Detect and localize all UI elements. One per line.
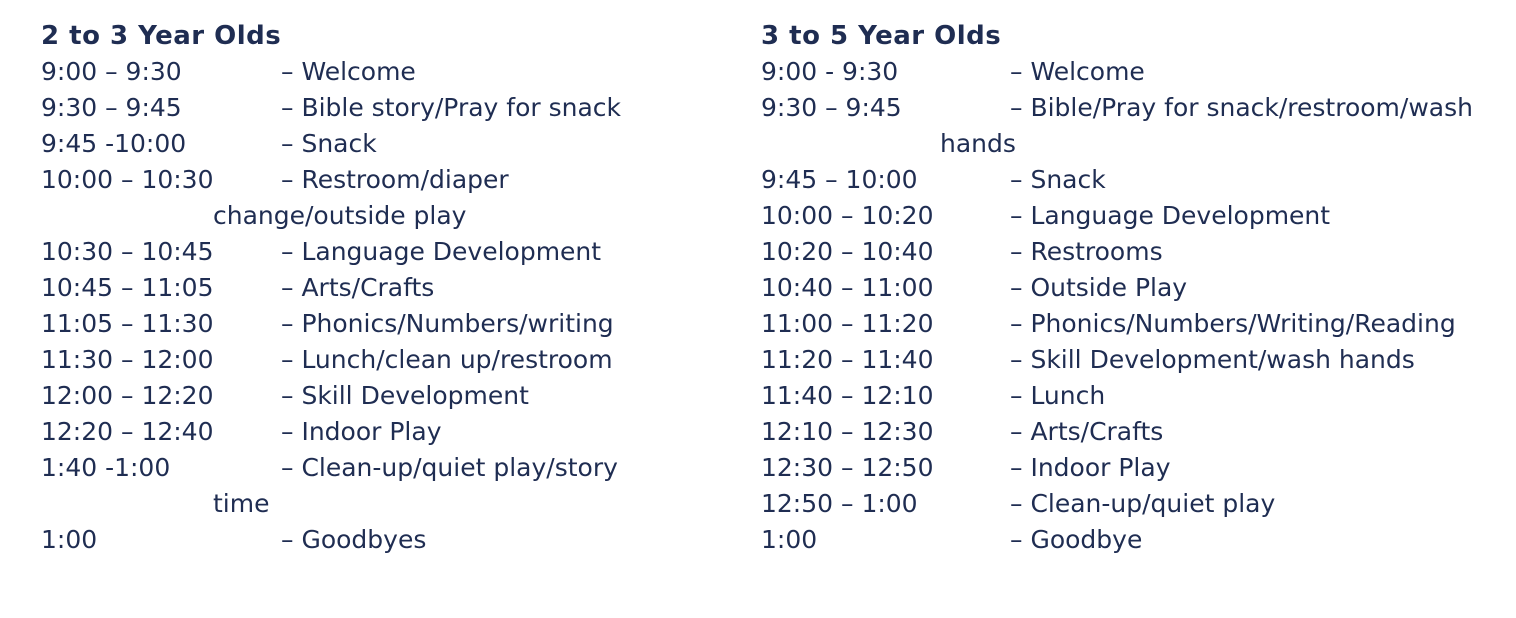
schedule-activity: – Phonics/Numbers/writing — [281, 309, 614, 338]
schedule-time: 9:00 - 9:30 — [761, 57, 899, 86]
schedule-row — [761, 54, 1511, 90]
schedule-row — [761, 342, 1511, 378]
schedule-activity: – Welcome — [1010, 57, 1145, 86]
schedule-activity: – Skill Development — [281, 381, 529, 410]
schedule-activity: – Outside Play — [1010, 273, 1188, 302]
schedule-activity: – Bible/Pray for snack/restroom/wash — [1010, 93, 1473, 122]
column-title: 2 to 3 Year Olds — [41, 21, 282, 51]
schedule-activity: – Clean-up/quiet play — [1010, 489, 1276, 518]
schedule-time: 11:20 – 11:40 — [761, 345, 934, 374]
schedule-row — [761, 486, 1511, 522]
schedule-activity: – Goodbye — [1010, 525, 1143, 554]
schedule-activity-continuation: hands — [940, 129, 1016, 158]
schedule-row — [41, 306, 721, 342]
schedule-activity: – Language Development — [1010, 201, 1331, 230]
schedule-time: 10:00 – 10:20 — [761, 201, 934, 230]
schedule-row — [761, 450, 1511, 486]
schedule-activity: – Arts/Crafts — [1010, 417, 1164, 446]
schedule-row — [41, 54, 721, 90]
schedule-activity: – Arts/Crafts — [281, 273, 435, 302]
schedule-activity: – Indoor Play — [1010, 453, 1171, 482]
schedule-row — [41, 234, 721, 270]
schedule-activity-continuation: change/outside play — [213, 201, 467, 230]
schedule-activity: – Language Development — [281, 237, 602, 266]
schedule-column-2-to-3 — [41, 18, 721, 558]
schedule-row — [41, 126, 721, 162]
schedule-row — [41, 414, 721, 450]
schedule-activity: – Lunch — [1010, 381, 1106, 410]
schedule-row — [41, 162, 721, 234]
schedule-row — [41, 450, 721, 522]
schedule-column-3-to-5 — [761, 18, 1511, 558]
schedule-activity: – Skill Development/wash hands — [1010, 345, 1415, 374]
schedule-time: 9:45 -10:00 — [41, 129, 187, 158]
schedule-activity-continuation: time — [213, 489, 270, 518]
schedule-activity: – Clean-up/quiet play/story — [281, 453, 618, 482]
schedule-time: 10:00 – 10:30 — [41, 165, 214, 194]
schedule-activity: – Bible story/Pray for snack — [281, 93, 622, 122]
schedule-row — [41, 270, 721, 306]
column-title: 3 to 5 Year Olds — [761, 21, 1002, 51]
schedule-time: 10:40 – 11:00 — [761, 273, 934, 302]
schedule-list — [761, 54, 1511, 558]
schedule-time: 9:00 – 9:30 — [41, 57, 182, 86]
schedule-activity: – Lunch/clean up/restroom — [281, 345, 613, 374]
schedule-list — [41, 54, 721, 558]
schedule-time: 9:30 – 9:45 — [41, 93, 182, 122]
schedule-activity: – Welcome — [281, 57, 416, 86]
schedule-time: 12:20 – 12:40 — [41, 417, 214, 446]
schedule-time: 12:00 – 12:20 — [41, 381, 214, 410]
schedule-row — [761, 522, 1511, 558]
schedule-row — [761, 162, 1511, 198]
schedule-time: 11:05 – 11:30 — [41, 309, 214, 338]
schedule-row — [41, 378, 721, 414]
schedule-activity: – Snack — [1010, 165, 1106, 194]
schedule-row — [761, 414, 1511, 450]
schedule-row — [761, 90, 1511, 162]
schedule-time: 10:30 – 10:45 — [41, 237, 214, 266]
schedule-time: 12:30 – 12:50 — [761, 453, 934, 482]
schedule-row — [761, 198, 1511, 234]
schedule-activity: – Phonics/Numbers/Writing/Reading — [1010, 309, 1456, 338]
schedule-time: 9:30 – 9:45 — [761, 93, 902, 122]
schedule-activity: – Restrooms — [1010, 237, 1163, 266]
schedule-activity: – Goodbyes — [281, 525, 427, 554]
schedule-activity: – Restroom/diaper — [281, 165, 509, 194]
schedule-row — [761, 306, 1511, 342]
schedule-row — [41, 522, 721, 558]
schedule-time: 12:50 – 1:00 — [761, 489, 918, 518]
schedule-time: 1:40 -1:00 — [41, 453, 171, 482]
schedule-activity: – Snack — [281, 129, 377, 158]
schedule-row — [41, 90, 721, 126]
schedule-row — [761, 270, 1511, 306]
schedule-time: 11:30 – 12:00 — [41, 345, 214, 374]
schedule-time: 1:00 — [41, 525, 98, 554]
schedule-time: 10:20 – 10:40 — [761, 237, 934, 266]
schedule-row — [761, 378, 1511, 414]
schedule-time: 10:45 – 11:05 — [41, 273, 214, 302]
schedule-time: 1:00 — [761, 525, 818, 554]
schedule-time: 9:45 – 10:00 — [761, 165, 918, 194]
schedule-time: 11:40 – 12:10 — [761, 381, 934, 410]
schedule-time: 11:00 – 11:20 — [761, 309, 934, 338]
schedule-row — [761, 234, 1511, 270]
schedule-time: 12:10 – 12:30 — [761, 417, 934, 446]
schedule-activity: – Indoor Play — [281, 417, 442, 446]
schedule-row — [41, 342, 721, 378]
